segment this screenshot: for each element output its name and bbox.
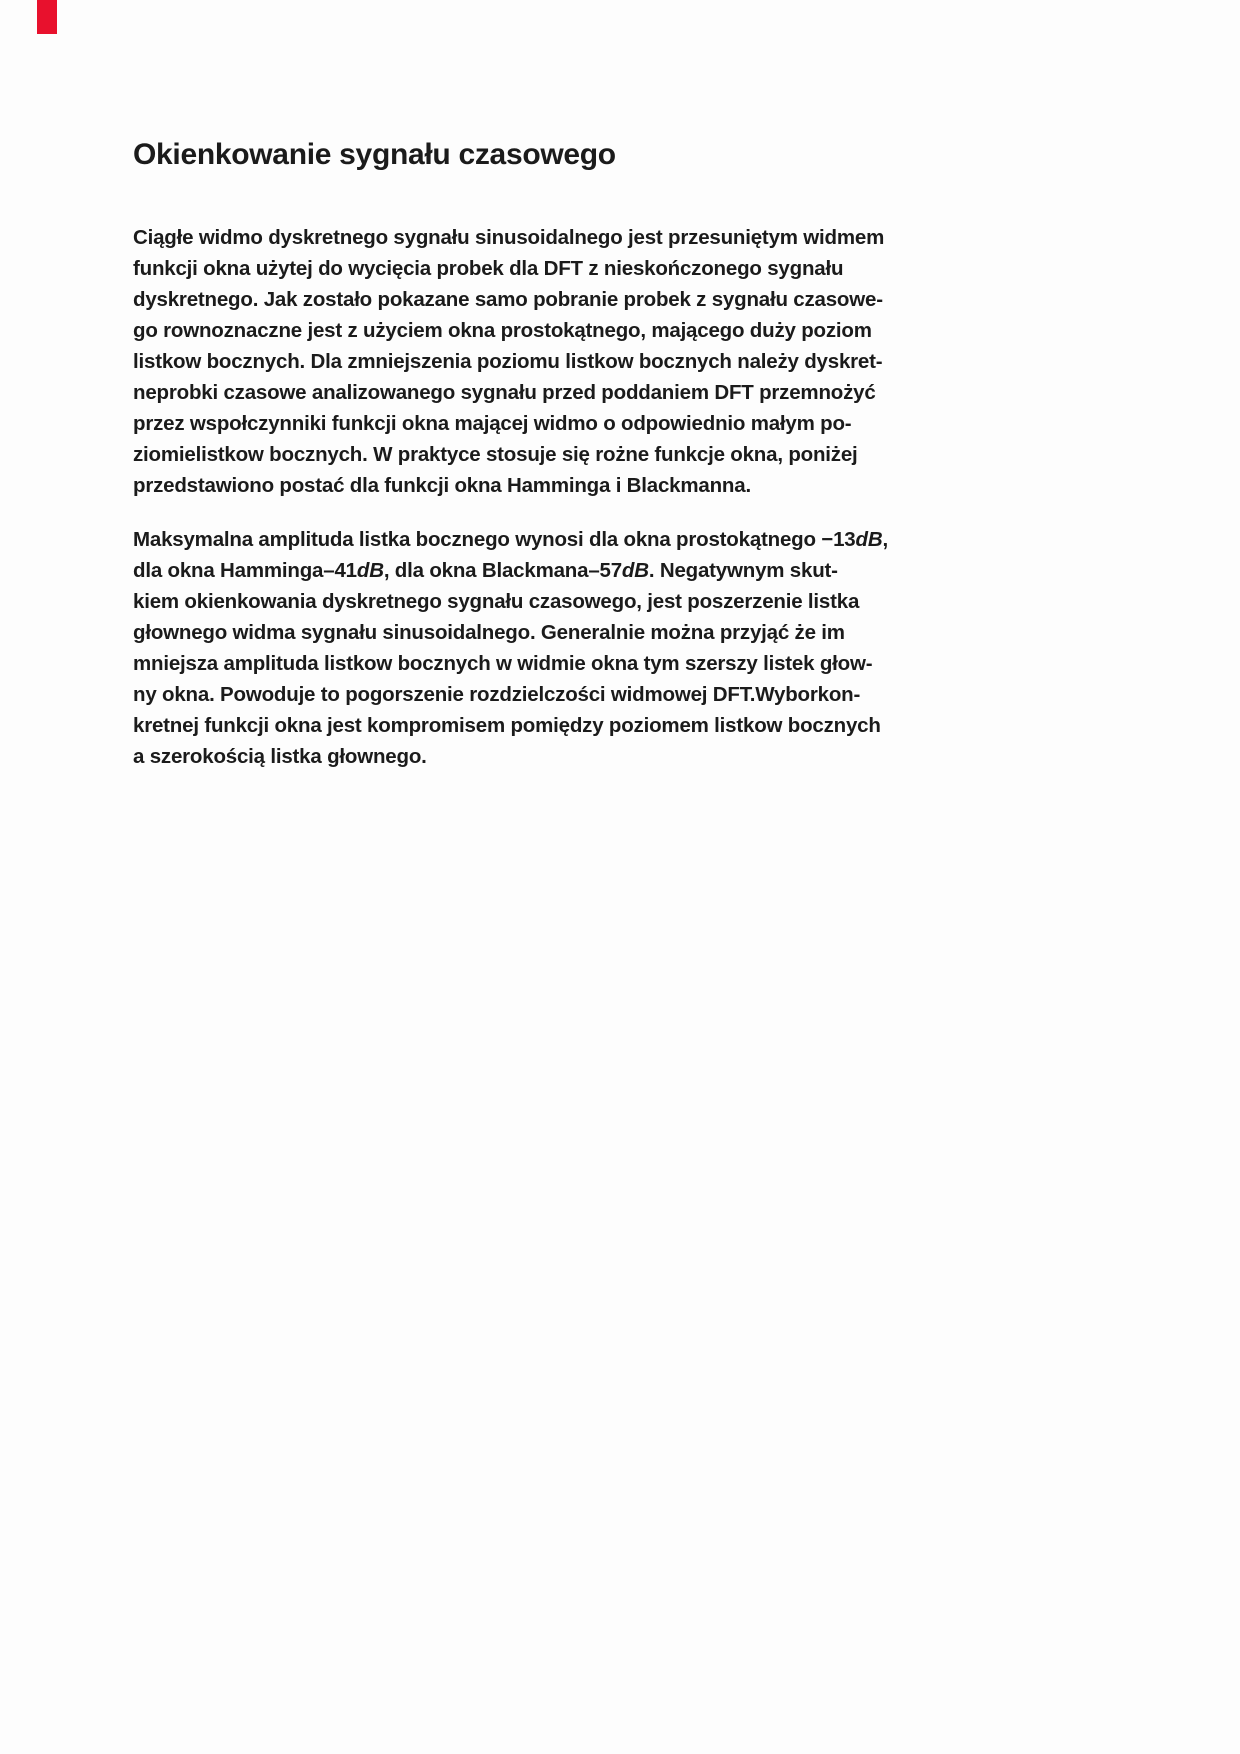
- text-line: kiem okienkowania dyskretnego sygnału czasowego, jest poszerzenie listka: [133, 590, 860, 613]
- text-line: mniejsza amplituda listkow bocznych w widmie okna tym szerszy listek głow-: [133, 652, 873, 675]
- text-line: ny okna. Powoduje to pogorszenie rozdzielczości widmowej DFT.Wyborkon-: [133, 683, 861, 706]
- text-line: go rownoznaczne jest z użyciem okna prostokątnego, mającego duży poziom: [133, 319, 872, 342]
- text-line: przedstawiono postać dla funkcji okna Hamminga i Blackmanna.: [133, 474, 751, 497]
- page-title: Okienkowanie sygnału czasowego: [133, 138, 616, 171]
- text-line: listkow bocznych. Dla zmniejszenia poziomu listkow bocznych należy dyskret-: [133, 350, 883, 373]
- text-segment: ,: [882, 528, 888, 551]
- text-segment: Maksymalna amplituda listka bocznego wynosi dla okna prostokątnego −13: [133, 528, 856, 551]
- text-line: funkcji okna użytej do wycięcia probek dla DFT z nieskończonego sygnału: [133, 257, 844, 280]
- db-unit-italic: dB: [621, 559, 649, 582]
- text-line: kretnej funkcji okna jest kompromisem pomiędzy poziomem listkow bocznych: [133, 714, 881, 737]
- db-unit-italic: dB: [356, 559, 384, 582]
- text-segment: . Negatywnym skut-: [648, 559, 838, 582]
- text-line: ziomielistkow bocznych. W praktyce stosuje się rożne funkcje okna, poniżej: [133, 443, 858, 466]
- paragraph-2: [133, 524, 888, 772]
- text-line: a szerokością listka głownego.: [133, 745, 427, 768]
- db-unit-italic: dB: [855, 528, 883, 551]
- text-line: [133, 555, 888, 586]
- text-line: dyskretnego. Jak zostało pokazane samo pobranie probek z sygnału czasowe-: [133, 288, 883, 311]
- text-line: Ciągłe widmo dyskretnego sygnału sinusoidalnego jest przesuniętym widmem: [133, 226, 885, 249]
- paragraph-1: [133, 222, 884, 501]
- text-line: przez wspołczynniki funkcji okna mającej widmo o odpowiednio małym po-: [133, 412, 852, 435]
- text-line: głownego widma sygnału sinusoidalnego. Generalnie można przyjąć że im: [133, 621, 845, 644]
- text-line: [133, 524, 888, 555]
- text-segment: dla okna Hamminga–41: [133, 559, 357, 582]
- red-bookmark-ribbon: [37, 0, 57, 34]
- text-segment: , dla okna Blackmana–57: [383, 559, 622, 582]
- text-line: neprobki czasowe analizowanego sygnału przed poddaniem DFT przemnożyć: [133, 381, 876, 404]
